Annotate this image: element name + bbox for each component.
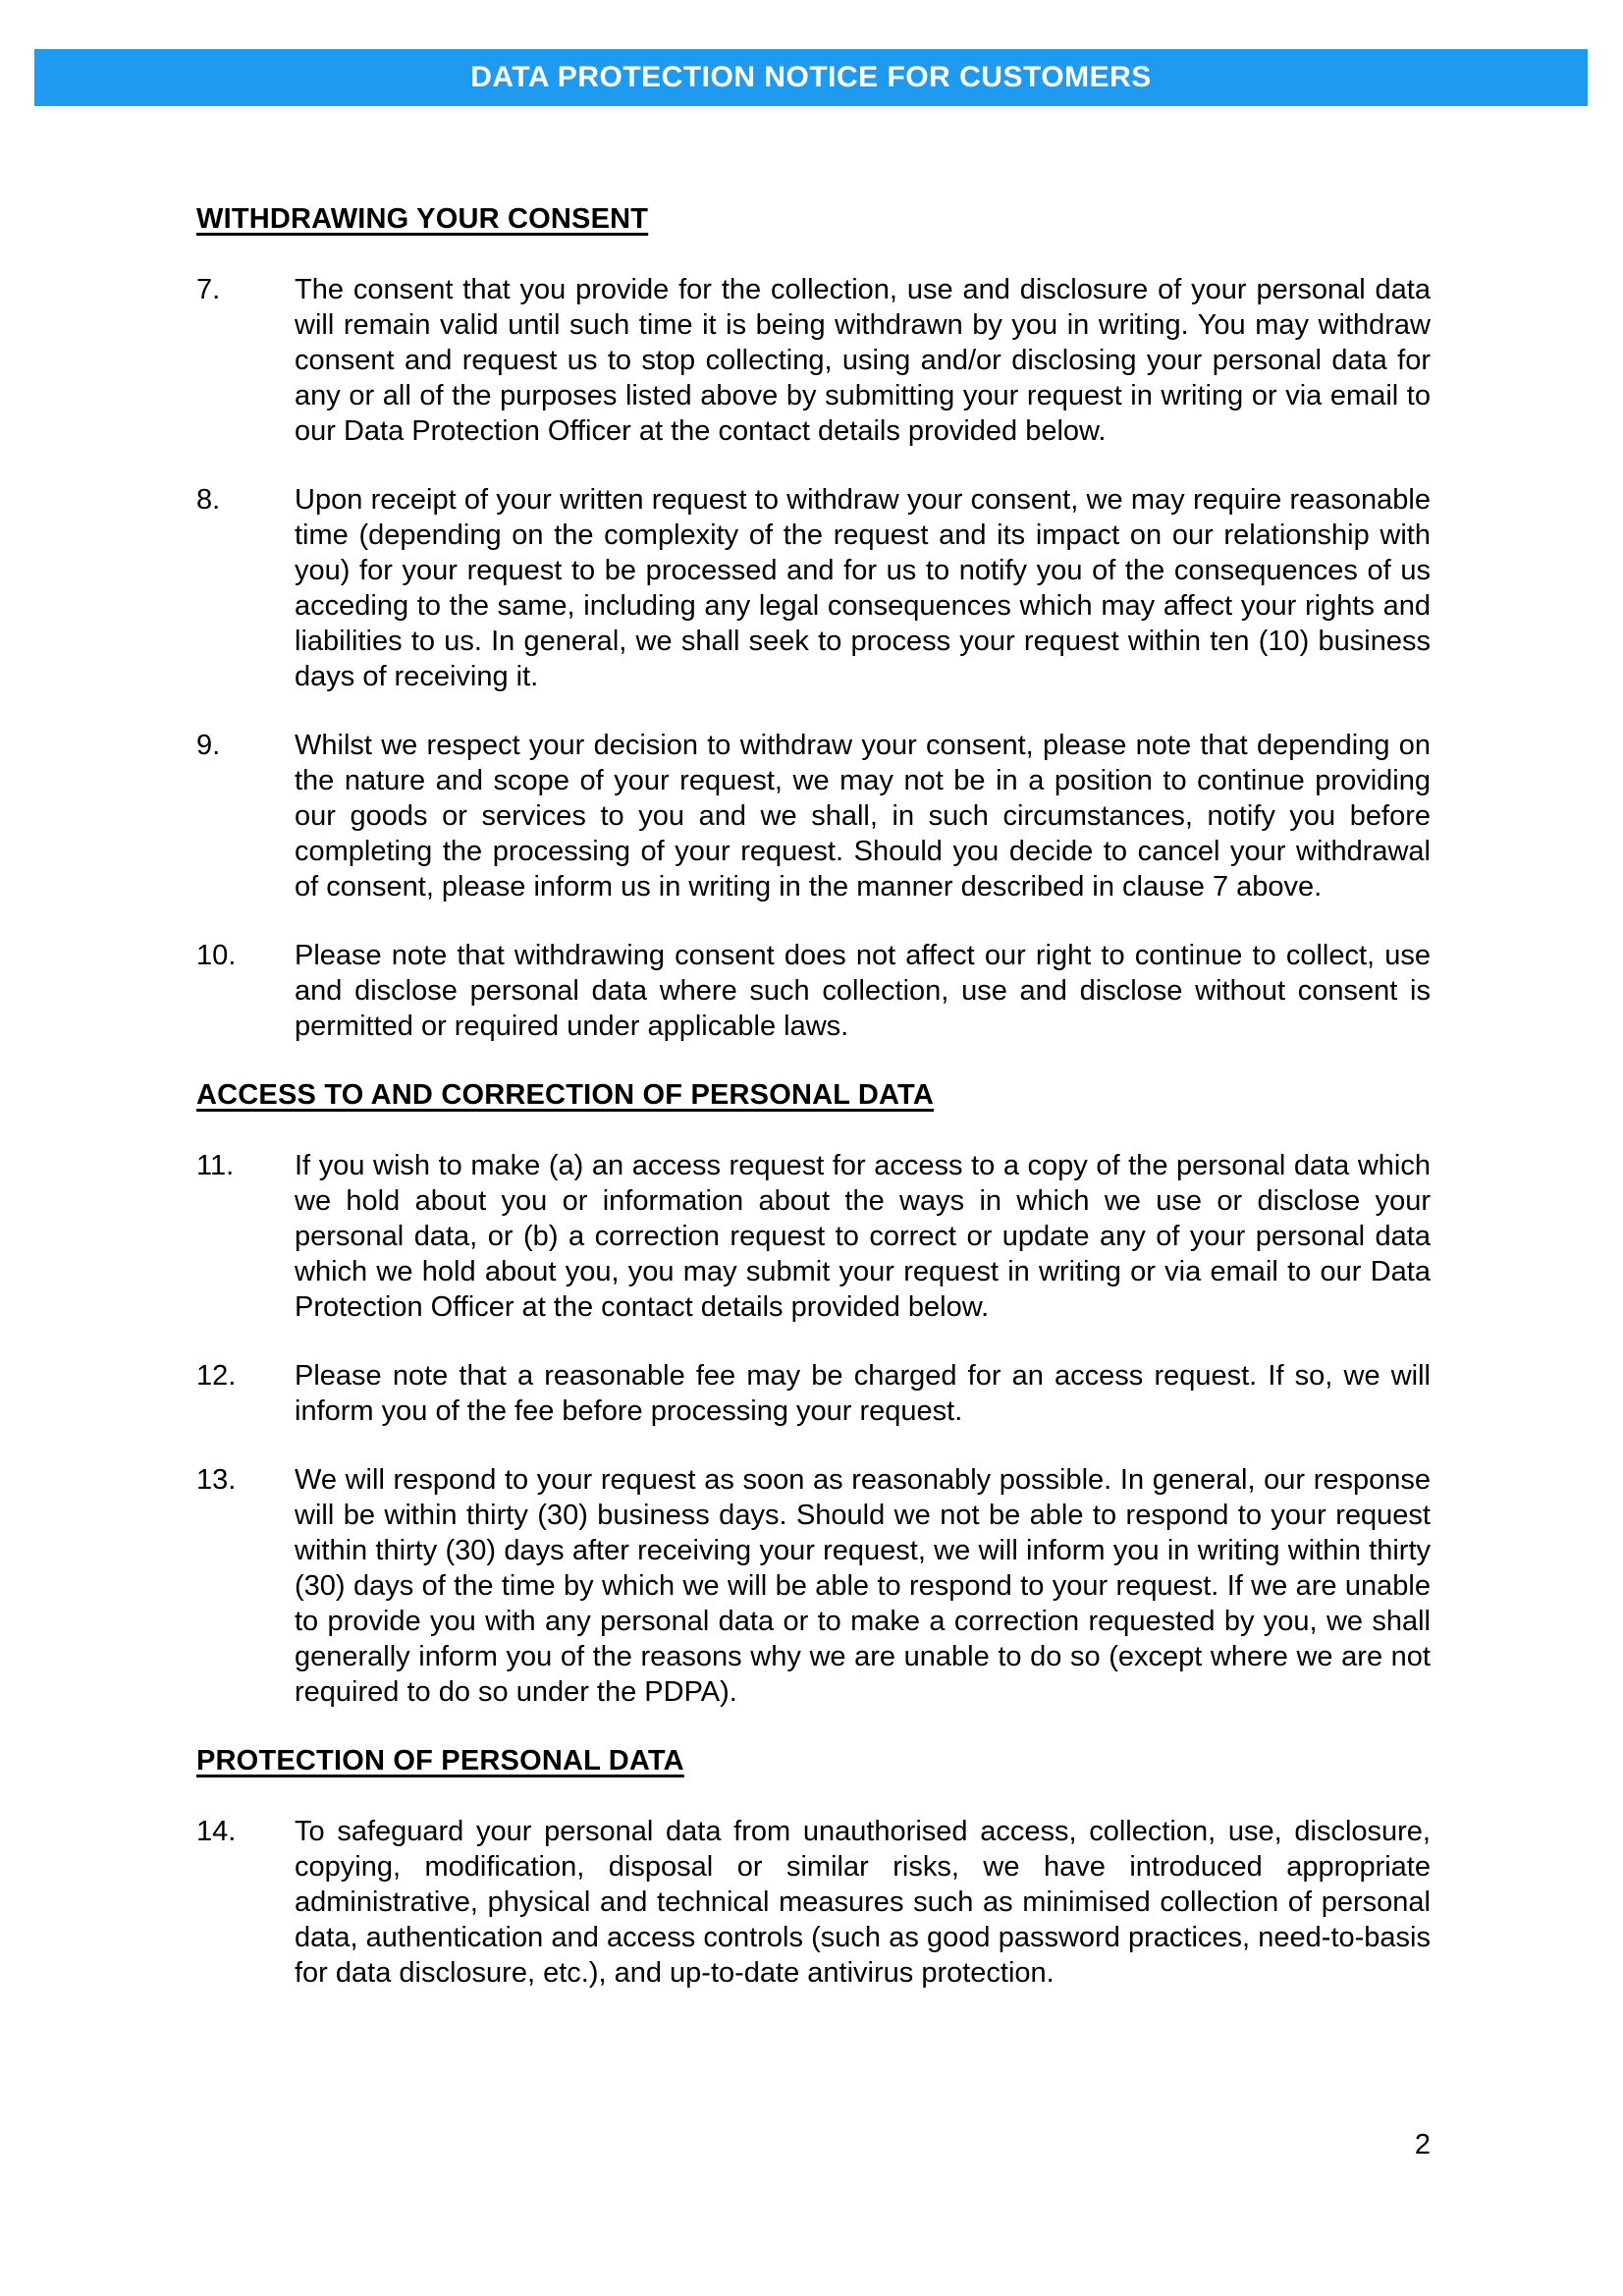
clause-7-number: 7. — [196, 274, 221, 305]
clause-7-text: The consent that you provide for the collection, use and disclosure of your personal data will remain valid until such time it is being withdrawn by you in writing. You may withdraw consent and request us to stop collecting, using and/or disclosing your personal data for any or all of the purposes listed above by submitting your request in writing or via email to our Data Protection Officer at the contact details provided below. — [295, 274, 1431, 447]
section-heading-withdrawing-your-consent: WITHDRAWING YOUR CONSENT — [196, 203, 649, 235]
section-heading-access-and-correction: ACCESS TO AND CORRECTION OF PERSONAL DATA — [196, 1079, 934, 1111]
clause-14 — [196, 1814, 1431, 1991]
clause-13 — [196, 1462, 1431, 1710]
clause-10-text: Please note that withdrawing consent does not affect our right to continue to collect, use and disclose personal data where such collection, use and disclose without consent is permitted or required under applicable laws. — [295, 940, 1431, 1042]
clause-14-text: To safeguard your personal data from unauthorised access, collection, use, disclosure, copying, modification, disposal or similar risks, we have introduced appropriate administrative, physical and technical measures such as minimised collection of personal data, authentication and access controls (such as good password practices, need-to-basis for data disclosure, etc.), and up-to-date antivirus protection. — [295, 1816, 1431, 1989]
document-body — [196, 201, 1431, 2024]
clause-12-text: Please note that a reasonable fee may be charged for an access request. If so, we will inform you of the fee before processing your request. — [295, 1360, 1431, 1427]
document-title: DATA PROTECTION NOTICE FOR CUSTOMERS — [470, 61, 1152, 93]
clause-8 — [196, 482, 1431, 694]
clause-8-text: Upon receipt of your written request to withdraw your consent, we may require reasonable time (depending on the complexity of the request and its impact on our relationship with you) for your request to be processed and for us to notify you of the consequences of us acceding to the same, including any legal consequences which may affect your rights and liabilities to us. In general, we shall seek to process your request within ten (10) business days of receiving it. — [295, 484, 1431, 692]
clause-10-number: 10. — [196, 940, 237, 971]
clause-8-number: 8. — [196, 484, 221, 516]
clause-9-text: Whilst we respect your decision to withdraw your consent, please note that depending on the nature and scope of your request, we may not be in a position to continue providing our goods or services to you and we shall, in such circumstances, notify you before completing the processing of your request. Should you decide to cancel your withdrawal of consent, please inform us in writing in the manner described in clause 7 above. — [295, 730, 1431, 902]
clause-11 — [196, 1148, 1431, 1325]
section-heading-protection-of-personal-data: PROTECTION OF PERSONAL DATA — [196, 1745, 684, 1777]
clause-12-number: 12. — [196, 1360, 237, 1392]
page-number: 2 — [1414, 2129, 1431, 2160]
clause-9-number: 9. — [196, 730, 221, 761]
clause-10 — [196, 938, 1431, 1044]
clause-13-number: 13. — [196, 1464, 237, 1496]
clause-12 — [196, 1358, 1431, 1429]
clause-9 — [196, 728, 1431, 904]
clause-13-text: We will respond to your request as soon as reasonably possible. In general, our response will be within thirty (30) business days. Should we not be able to respond to your request within thirty (30) days after receiving your request, we will inform you in writing within thirty (30) days of the time by which we will be able to respond to your request. If we are unable to provide you with any personal data or to make a correction requested by you, we shall generally inform you of the reasons why we are unable to do so (except where we are not required to do so under the PDPA). — [295, 1464, 1431, 1708]
clause-7 — [196, 272, 1431, 449]
clause-11-text: If you wish to make (a) an access request for access to a copy of the personal data which we hold about you or information about the ways in which we use or disclose your personal data, or (b) a correction request to correct or update any of your personal data which we hold about you, you may submit your request in writing or via email to our Data Protection Officer at the contact details provided below. — [295, 1150, 1431, 1323]
clause-14-number: 14. — [196, 1816, 237, 1847]
clause-11-number: 11. — [196, 1150, 235, 1181]
document-header-bar — [34, 49, 1588, 106]
